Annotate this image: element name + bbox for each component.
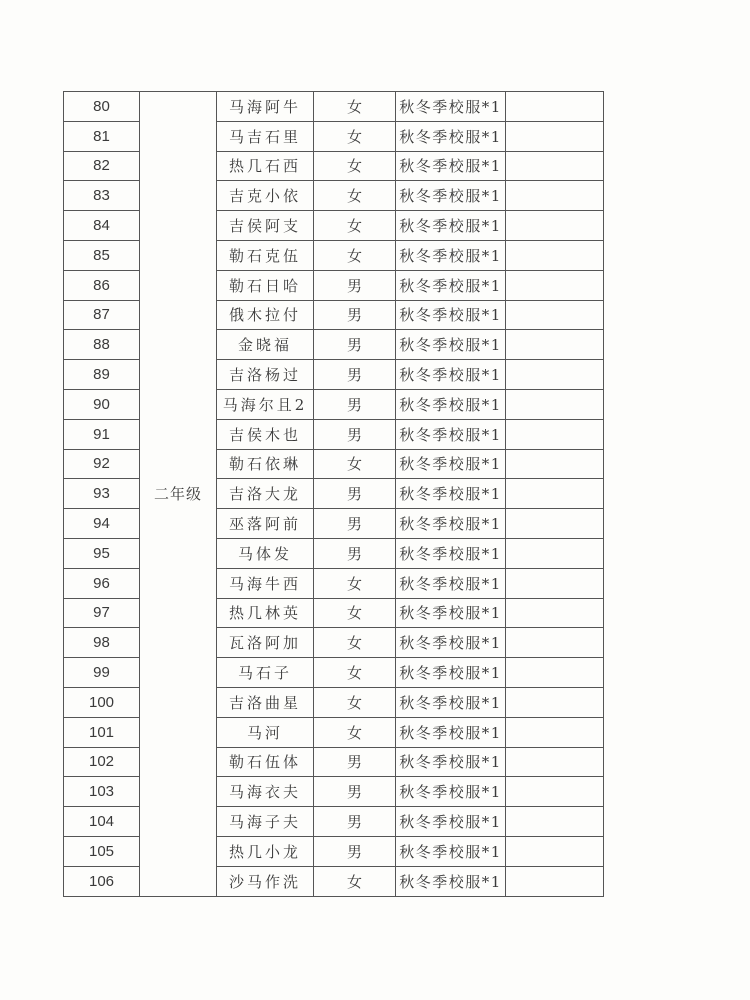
row-number-cell: 89 xyxy=(64,360,140,390)
student-name-cell: 勒石克伍 xyxy=(217,240,314,270)
gender-cell: 男 xyxy=(314,360,396,390)
gender-cell: 男 xyxy=(314,836,396,866)
student-name-cell: 吉克小依 xyxy=(217,181,314,211)
notes-cell xyxy=(506,509,604,539)
uniform-item-cell: 秋冬季校服*1 xyxy=(396,598,506,628)
gender-cell: 女 xyxy=(314,717,396,747)
uniform-item-cell: 秋冬季校服*1 xyxy=(396,777,506,807)
notes-cell xyxy=(506,807,604,837)
notes-cell xyxy=(506,270,604,300)
uniform-item-cell: 秋冬季校服*1 xyxy=(396,717,506,747)
uniform-item-cell: 秋冬季校服*1 xyxy=(396,121,506,151)
notes-cell xyxy=(506,658,604,688)
row-number-cell: 104 xyxy=(64,807,140,837)
uniform-item-cell: 秋冬季校服*1 xyxy=(396,866,506,896)
row-number-cell: 92 xyxy=(64,449,140,479)
uniform-item-cell: 秋冬季校服*1 xyxy=(396,270,506,300)
notes-cell xyxy=(506,449,604,479)
gender-cell: 男 xyxy=(314,807,396,837)
uniform-item-cell: 秋冬季校服*1 xyxy=(396,330,506,360)
gender-cell: 男 xyxy=(314,747,396,777)
row-number-cell: 83 xyxy=(64,181,140,211)
table-row xyxy=(64,92,604,122)
student-name-cell: 热几石西 xyxy=(217,151,314,181)
row-number-cell: 84 xyxy=(64,211,140,241)
row-number-cell: 100 xyxy=(64,687,140,717)
notes-cell xyxy=(506,687,604,717)
row-number-cell: 99 xyxy=(64,658,140,688)
student-name-cell: 马河 xyxy=(217,717,314,747)
notes-cell xyxy=(506,568,604,598)
student-name-cell: 热几小龙 xyxy=(217,836,314,866)
uniform-item-cell: 秋冬季校服*1 xyxy=(396,449,506,479)
student-name-cell: 吉侯阿支 xyxy=(217,211,314,241)
student-name-cell: 马海阿牛 xyxy=(217,92,314,122)
row-number-cell: 94 xyxy=(64,509,140,539)
notes-cell xyxy=(506,151,604,181)
notes-cell xyxy=(506,628,604,658)
student-name-cell: 勒石依琳 xyxy=(217,449,314,479)
uniform-item-cell: 秋冬季校服*1 xyxy=(396,151,506,181)
gender-cell: 女 xyxy=(314,449,396,479)
notes-cell xyxy=(506,747,604,777)
notes-cell xyxy=(506,181,604,211)
uniform-item-cell: 秋冬季校服*1 xyxy=(396,628,506,658)
gender-cell: 女 xyxy=(314,92,396,122)
notes-cell xyxy=(506,240,604,270)
row-number-cell: 82 xyxy=(64,151,140,181)
uniform-item-cell: 秋冬季校服*1 xyxy=(396,509,506,539)
student-name-cell: 金晓福 xyxy=(217,330,314,360)
gender-cell: 女 xyxy=(314,658,396,688)
row-number-cell: 90 xyxy=(64,389,140,419)
notes-cell xyxy=(506,121,604,151)
notes-cell xyxy=(506,419,604,449)
gender-cell: 女 xyxy=(314,628,396,658)
gender-cell: 男 xyxy=(314,777,396,807)
gender-cell: 男 xyxy=(314,479,396,509)
notes-cell xyxy=(506,777,604,807)
row-number-cell: 97 xyxy=(64,598,140,628)
uniform-item-cell: 秋冬季校服*1 xyxy=(396,807,506,837)
gender-cell: 女 xyxy=(314,598,396,628)
uniform-item-cell: 秋冬季校服*1 xyxy=(396,687,506,717)
uniform-item-cell: 秋冬季校服*1 xyxy=(396,181,506,211)
gender-cell: 女 xyxy=(314,151,396,181)
student-name-cell: 吉洛杨过 xyxy=(217,360,314,390)
notes-cell xyxy=(506,717,604,747)
roster-body xyxy=(64,92,604,897)
row-number-cell: 87 xyxy=(64,300,140,330)
student-name-cell: 马石子 xyxy=(217,658,314,688)
uniform-item-cell: 秋冬季校服*1 xyxy=(396,479,506,509)
notes-cell xyxy=(506,211,604,241)
uniform-item-cell: 秋冬季校服*1 xyxy=(396,389,506,419)
row-number-cell: 86 xyxy=(64,270,140,300)
student-name-cell: 马吉石里 xyxy=(217,121,314,151)
gender-cell: 男 xyxy=(314,509,396,539)
student-name-cell: 瓦洛阿加 xyxy=(217,628,314,658)
gender-cell: 女 xyxy=(314,181,396,211)
notes-cell xyxy=(506,866,604,896)
gender-cell: 女 xyxy=(314,240,396,270)
student-name-cell: 俄木拉付 xyxy=(217,300,314,330)
gender-cell: 女 xyxy=(314,866,396,896)
uniform-item-cell: 秋冬季校服*1 xyxy=(396,747,506,777)
notes-cell xyxy=(506,389,604,419)
row-number-cell: 95 xyxy=(64,538,140,568)
notes-cell xyxy=(506,479,604,509)
row-number-cell: 105 xyxy=(64,836,140,866)
row-number-cell: 91 xyxy=(64,419,140,449)
row-number-cell: 101 xyxy=(64,717,140,747)
student-name-cell: 吉侯木也 xyxy=(217,419,314,449)
uniform-item-cell: 秋冬季校服*1 xyxy=(396,538,506,568)
gender-cell: 男 xyxy=(314,270,396,300)
row-number-cell: 103 xyxy=(64,777,140,807)
gender-cell: 男 xyxy=(314,330,396,360)
student-name-cell: 勒石伍体 xyxy=(217,747,314,777)
gender-cell: 男 xyxy=(314,300,396,330)
gender-cell: 女 xyxy=(314,687,396,717)
student-name-cell: 马海衣夫 xyxy=(217,777,314,807)
gender-cell: 女 xyxy=(314,121,396,151)
notes-cell xyxy=(506,92,604,122)
gender-cell: 男 xyxy=(314,419,396,449)
notes-cell xyxy=(506,300,604,330)
row-number-cell: 106 xyxy=(64,866,140,896)
uniform-item-cell: 秋冬季校服*1 xyxy=(396,240,506,270)
row-number-cell: 80 xyxy=(64,92,140,122)
gender-cell: 男 xyxy=(314,389,396,419)
student-name-cell: 沙马作洗 xyxy=(217,866,314,896)
notes-cell xyxy=(506,360,604,390)
uniform-item-cell: 秋冬季校服*1 xyxy=(396,836,506,866)
student-name-cell: 勒石日哈 xyxy=(217,270,314,300)
row-number-cell: 98 xyxy=(64,628,140,658)
uniform-item-cell: 秋冬季校服*1 xyxy=(396,211,506,241)
gender-cell: 女 xyxy=(314,568,396,598)
uniform-roster-table xyxy=(63,91,604,897)
row-number-cell: 85 xyxy=(64,240,140,270)
uniform-item-cell: 秋冬季校服*1 xyxy=(396,360,506,390)
row-number-cell: 102 xyxy=(64,747,140,777)
student-name-cell: 吉洛曲星 xyxy=(217,687,314,717)
row-number-cell: 81 xyxy=(64,121,140,151)
row-number-cell: 88 xyxy=(64,330,140,360)
gender-cell: 男 xyxy=(314,538,396,568)
notes-cell xyxy=(506,538,604,568)
uniform-item-cell: 秋冬季校服*1 xyxy=(396,568,506,598)
uniform-item-cell: 秋冬季校服*1 xyxy=(396,658,506,688)
student-name-cell: 巫落阿前 xyxy=(217,509,314,539)
student-name-cell: 马海牛西 xyxy=(217,568,314,598)
student-name-cell: 马海尔且2 xyxy=(217,389,314,419)
student-name-cell: 吉洛大龙 xyxy=(217,479,314,509)
row-number-cell: 96 xyxy=(64,568,140,598)
row-number-cell: 93 xyxy=(64,479,140,509)
uniform-item-cell: 秋冬季校服*1 xyxy=(396,300,506,330)
notes-cell xyxy=(506,836,604,866)
uniform-item-cell: 秋冬季校服*1 xyxy=(396,419,506,449)
student-name-cell: 热几林英 xyxy=(217,598,314,628)
notes-cell xyxy=(506,598,604,628)
notes-cell xyxy=(506,330,604,360)
gender-cell: 女 xyxy=(314,211,396,241)
grade-cell: 二年级 xyxy=(140,92,217,897)
student-name-cell: 马体发 xyxy=(217,538,314,568)
uniform-item-cell: 秋冬季校服*1 xyxy=(396,92,506,122)
student-name-cell: 马海子夫 xyxy=(217,807,314,837)
